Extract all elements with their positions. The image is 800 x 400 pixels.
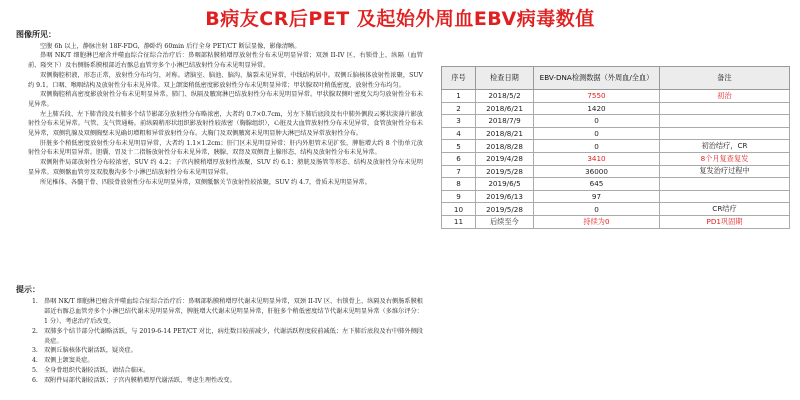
table-row bbox=[442, 90, 790, 103]
impression-text: 双附件局部代谢较活跃；子宫内膜稍增厚代谢活跃，考虑生理性改变。 bbox=[44, 377, 236, 385]
table-body bbox=[442, 90, 790, 229]
table-row bbox=[442, 127, 790, 140]
cell-index: 7 bbox=[442, 165, 476, 178]
impression-number: 2. bbox=[32, 327, 38, 335]
table-header-row bbox=[442, 67, 790, 90]
impression-text: 双侧丘脑核体代谢活跃，疑炎症。 bbox=[44, 347, 137, 355]
cell-ebv-value: 36000 bbox=[534, 165, 660, 178]
cell-ebv-value: 7550 bbox=[534, 90, 660, 103]
cell-note: CR结疗 bbox=[660, 203, 790, 216]
cell-index: 8 bbox=[442, 178, 476, 191]
cell-note: PD1巩固期 bbox=[660, 215, 790, 228]
cell-ebv-value: 97 bbox=[534, 190, 660, 203]
cell-date: 后续至今 bbox=[476, 215, 534, 228]
impression-number: 1. bbox=[32, 297, 38, 305]
cell-note bbox=[660, 178, 790, 191]
column-header-index: 序号 bbox=[442, 67, 476, 90]
column-header-note: 备注 bbox=[660, 67, 790, 90]
impression-heading: 提示： bbox=[16, 285, 40, 294]
findings-heading: 图像所见： bbox=[16, 30, 56, 39]
cell-ebv-value: 1420 bbox=[534, 102, 660, 115]
cell-note: 复发治疗过程中 bbox=[660, 165, 790, 178]
cell-date: 2018/8/21 bbox=[476, 127, 534, 140]
impression-section bbox=[16, 285, 423, 386]
impression-item bbox=[32, 366, 423, 376]
cell-index: 11 bbox=[442, 215, 476, 228]
cell-ebv-value: 持续为0 bbox=[534, 215, 660, 228]
impression-item bbox=[32, 327, 423, 347]
table-row bbox=[442, 102, 790, 115]
impression-text: 双肺多个结节部分代谢略活跃，与 2019-6-14 PET/CT 对比，病灶数目较前减少，代谢活跃程度较前减低；左下肺后底段及右中肺外侧段炎症。 bbox=[44, 327, 423, 345]
cell-date: 2018/7/9 bbox=[476, 115, 534, 128]
findings-paragraph: 空腹 6h 以上，静脉注射 18F-FDG，静卧约 60min 后行全身 PET/CT 断层显像，影像清晰。 bbox=[40, 42, 301, 50]
cell-index: 3 bbox=[442, 115, 476, 128]
cell-note bbox=[660, 190, 790, 203]
page-title: B病友CR后PET 及起始外周血EBV病毒数值 bbox=[205, 8, 595, 30]
table-row bbox=[442, 165, 790, 178]
cell-index: 6 bbox=[442, 152, 476, 165]
impression-item bbox=[32, 356, 423, 366]
cell-date: 2018/8/28 bbox=[476, 140, 534, 153]
cell-ebv-value: 0 bbox=[534, 115, 660, 128]
findings-paragraph: 双侧附件局部放射性分布较浓密，SUV 约 4.2；子宫内膜稍增厚放射性浓聚，SUV 约 6.1；膀胱及肠管等形态、结构及放射性分布未见明显异常。双侧髂血管旁及双股腹沟多个小淋巴结放射性分布未见明显异常。 bbox=[28, 159, 423, 176]
findings-paragraph: 肝脏多个稍低密度放射性分布未见明显异常，大者约 1.1×1.2cm；肝门区未见明显异常；肝内外胆管未见扩张，脾脏增大约 8 个肋单元放射性分布未见明显异常。胆囊、胃及十二指肠放射性分布未见异常，胰腺、双肾及双侧肾上腺形态、结构及放射性分布未见异常。 bbox=[28, 139, 423, 157]
impression-item bbox=[32, 297, 423, 327]
column-header-ebv-value: EBV-DNA检测数据（外周血/全血） bbox=[534, 67, 660, 90]
cell-note: 8个月复查复发 bbox=[660, 152, 790, 165]
table-row bbox=[442, 215, 790, 228]
impression-item bbox=[32, 376, 423, 386]
table-row bbox=[442, 115, 790, 128]
cell-date: 2019/5/28 bbox=[476, 203, 534, 216]
table-row bbox=[442, 152, 790, 165]
table-row bbox=[442, 178, 790, 191]
cell-note: 初治结疗，CR bbox=[660, 140, 790, 153]
table-row bbox=[442, 190, 790, 203]
cell-index: 5 bbox=[442, 140, 476, 153]
impression-number: 5. bbox=[32, 367, 38, 375]
table-row bbox=[442, 140, 790, 153]
cell-index: 9 bbox=[442, 190, 476, 203]
impression-text: 全身骨组织代谢较活跃，请结合临床。 bbox=[44, 367, 150, 375]
column-header-date: 检查日期 bbox=[476, 67, 534, 90]
findings-paragraph: 鼻咽 NK/T 细胞淋巴瘤含并噬血综合征综合治疗后：鼻咽部粘膜稍增厚放射性分布未见明显异常；双颈 II-IV 区、右锁骨上、纵隔（血管前、隆突下）及右侧肠系膜根部近右髂总血管旁多个小淋巴结放射性分布未见明显异常。 bbox=[28, 52, 423, 70]
cell-index: 4 bbox=[442, 127, 476, 140]
findings-paragraph: 双侧胸腔积液，形态正常，放射性分布均匀，对称。诸脑室、脑池、脑沟、脑裂未见异常，中线结构居中。双侧丘脑核体放射性浓聚，SUV 约 9.1。口咽、喉咽结构及放射性分布未见异常。双上颌窦稍低密度影放射性分布未见明显异常；甲状腺双叶稍低密度，放射性分布均匀。 bbox=[28, 71, 423, 89]
cell-ebv-value: 0 bbox=[534, 203, 660, 216]
cell-note bbox=[660, 127, 790, 140]
cell-date: 2018/6/21 bbox=[476, 102, 534, 115]
cell-note bbox=[660, 102, 790, 115]
cell-index: 1 bbox=[442, 90, 476, 103]
ebv-data-table bbox=[441, 66, 790, 229]
impression-number: 3. bbox=[32, 347, 38, 355]
findings-paragraph: 左上肺舌段、左下肺背段及右肺多个结节影部分放射性分布略浓密，大者约 0.7×0.7cm，另左下肺后底段及右中肺外侧段云雾状淡薄片影放射性分布未见异常。气管、支气管通畅。前纵隔稍形状组织影放射性较浓密（胸腺组织），心脏及大血管放射性分布未见异常，食管放射性分布未见异常，双侧乳腺及双侧胸壁未见确切增粗和异常放射性分布。大胸门及双侧腋窝未见明显肿大淋巴结及异常放射性分布。 bbox=[28, 110, 423, 138]
cell-index: 2 bbox=[442, 102, 476, 115]
impression-item bbox=[32, 346, 423, 356]
cell-date: 2019/5/28 bbox=[476, 165, 534, 178]
impression-number: 6. bbox=[32, 377, 38, 385]
findings-section bbox=[16, 30, 423, 187]
findings-paragraph: 所见椎体、各髓干骨、四肢骨放射性分布未见明显异常，双侧骶髂关节放射性较浓聚，SUV 约 4.7，骨质未见明显异常。 bbox=[40, 178, 371, 186]
cell-index: 10 bbox=[442, 203, 476, 216]
table-row bbox=[442, 203, 790, 216]
cell-note bbox=[660, 115, 790, 128]
cell-note: 初治 bbox=[660, 90, 790, 103]
cell-ebv-value: 0 bbox=[534, 140, 660, 153]
cell-date: 2019/4/28 bbox=[476, 152, 534, 165]
cell-ebv-value: 0 bbox=[534, 127, 660, 140]
impression-number: 4. bbox=[32, 357, 38, 365]
cell-ebv-value: 645 bbox=[534, 178, 660, 191]
cell-date: 2018/5/2 bbox=[476, 90, 534, 103]
cell-date: 2019/6/5 bbox=[476, 178, 534, 191]
cell-date: 2019/6/13 bbox=[476, 190, 534, 203]
findings-paragraph: 双侧胸腔稍高密度影放射性分布未见明显异常。肺门、纵隔及腋窝淋巴结放射性分布未见明显异常。甲状腺双侧叶密度欠均匀放射性分布未见异常。 bbox=[28, 91, 423, 108]
cell-ebv-value: 3410 bbox=[534, 152, 660, 165]
impression-text: 双侧上颌窦炎症。 bbox=[44, 357, 94, 365]
impression-text: 鼻咽 NK/T 细胞淋巴瘤含并噬血综合征综合治疗后：鼻咽部粘膜稍增厚代谢未见明显异常，双颈 II-IV 区、右锁骨上、纵隔及右侧肠系膜根部近右髂总血管旁多个小淋巴结代谢未见明显异常，脾脏增大代谢未见明显异常，肝脏多个稍低密度结节代谢未见明显异常（多维尔评分：1 分），考虑治疗后改变。 bbox=[44, 297, 423, 325]
